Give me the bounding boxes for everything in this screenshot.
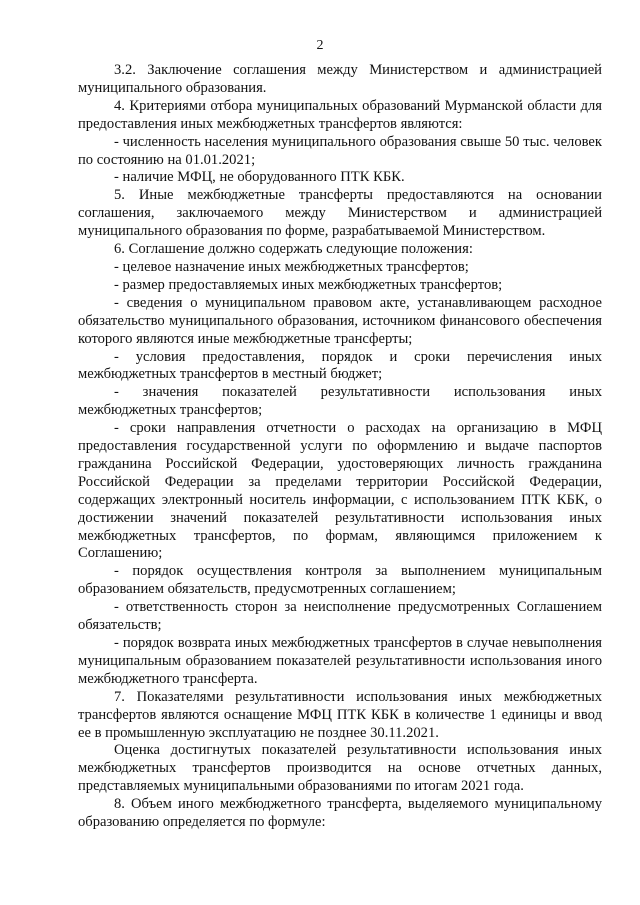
- list-item-control: - порядок осуществления контроля за выполнением муниципальным образованием обязательств, предусмотренных соглашением;: [78, 563, 602, 598]
- list-item-population: - численность населения муниципального образования свыше 50 тыс. человек по состоянию на 01.01.2021;: [78, 133, 602, 168]
- list-item-amount: - размер предоставляемых иных межбюджетных трансфертов;: [114, 276, 503, 293]
- list-item-responsibility: - ответственность сторон за неисполнение предусмотренных Соглашением обязательств;: [78, 599, 602, 634]
- paragraph-evaluation: Оценка достигнутых показателей результативности использования иных межбюджетных трансфертов производится на основе отчетных данных, представляемых муниципальными образованиями по итогам 2021 года.: [78, 742, 602, 795]
- paragraph-8: 8. Объем иного межбюджетного трансферта, выделяемого муниципальному образованию определяется по формуле:: [78, 796, 602, 831]
- paragraph-6: 6. Соглашение должно содержать следующие положения:: [114, 241, 473, 258]
- list-item-indicators: - значения показателей результативности использования иных межбюджетных трансфертов;: [78, 384, 602, 419]
- list-item-refund: - порядок возврата иных межбюджетных трансфертов в случае невыполнения муниципальным образованием показателей результативности использования иного межбюджетного трансферта.: [78, 635, 602, 687]
- list-item-purpose: - целевое назначение иных межбюджетных трансфертов;: [114, 258, 469, 275]
- list-item-reporting: - сроки направления отчетности о расходах на организацию в МФЦ предоставления государственной услуги по оформлению и выдаче паспортов гражданина Российской Федерации, удостоверяющих личность гражданина Российской Федерации за пределами территории Российской Федерации, содержащих электронный носитель информации, с использованием ПТК КБК, о достижении значений показателей результативности использования иных межбюджетных трансфертов, по формам, являющимся приложением к Соглашению;: [78, 420, 602, 562]
- list-item-legal-act: - сведения о муниципальном правовом акте, устанавливающем расходное обязательство муниципального образования, источником финансового обеспечения которого являются иные межбюджетные трансферты;: [78, 294, 602, 347]
- list-item-conditions: - условия предоставления, порядок и сроки перечисления иных межбюджетных трансфертов в местный бюджет;: [78, 348, 602, 383]
- document-body: [78, 62, 602, 832]
- paragraph-4: 4. Критериями отбора муниципальных образований Мурманской области для предоставления иных межбюджетных трансфертов являются:: [78, 97, 602, 132]
- paragraph-7: 7. Показателями результативности использования иных межбюджетных трансфертов являются оснащение МФЦ ПТК КБК в количестве 1 единицы и ввод ее в промышленную эксплуатацию не позднее 30.11.2021.: [78, 688, 602, 741]
- page-number: 2: [316, 38, 324, 53]
- paragraph-3-2: 3.2. Заключение соглашения между Министерством и администрацией муниципального образования.: [78, 62, 602, 96]
- list-item-mfc: - наличие МФЦ, не оборудованного ПТК КБК.: [114, 169, 405, 186]
- paragraph-5: 5. Иные межбюджетные трансферты предоставляются на основании соглашения, заключаемого между Министерством и администрацией муниципального образования по форме, разрабатываемой Министерством.: [78, 187, 602, 240]
